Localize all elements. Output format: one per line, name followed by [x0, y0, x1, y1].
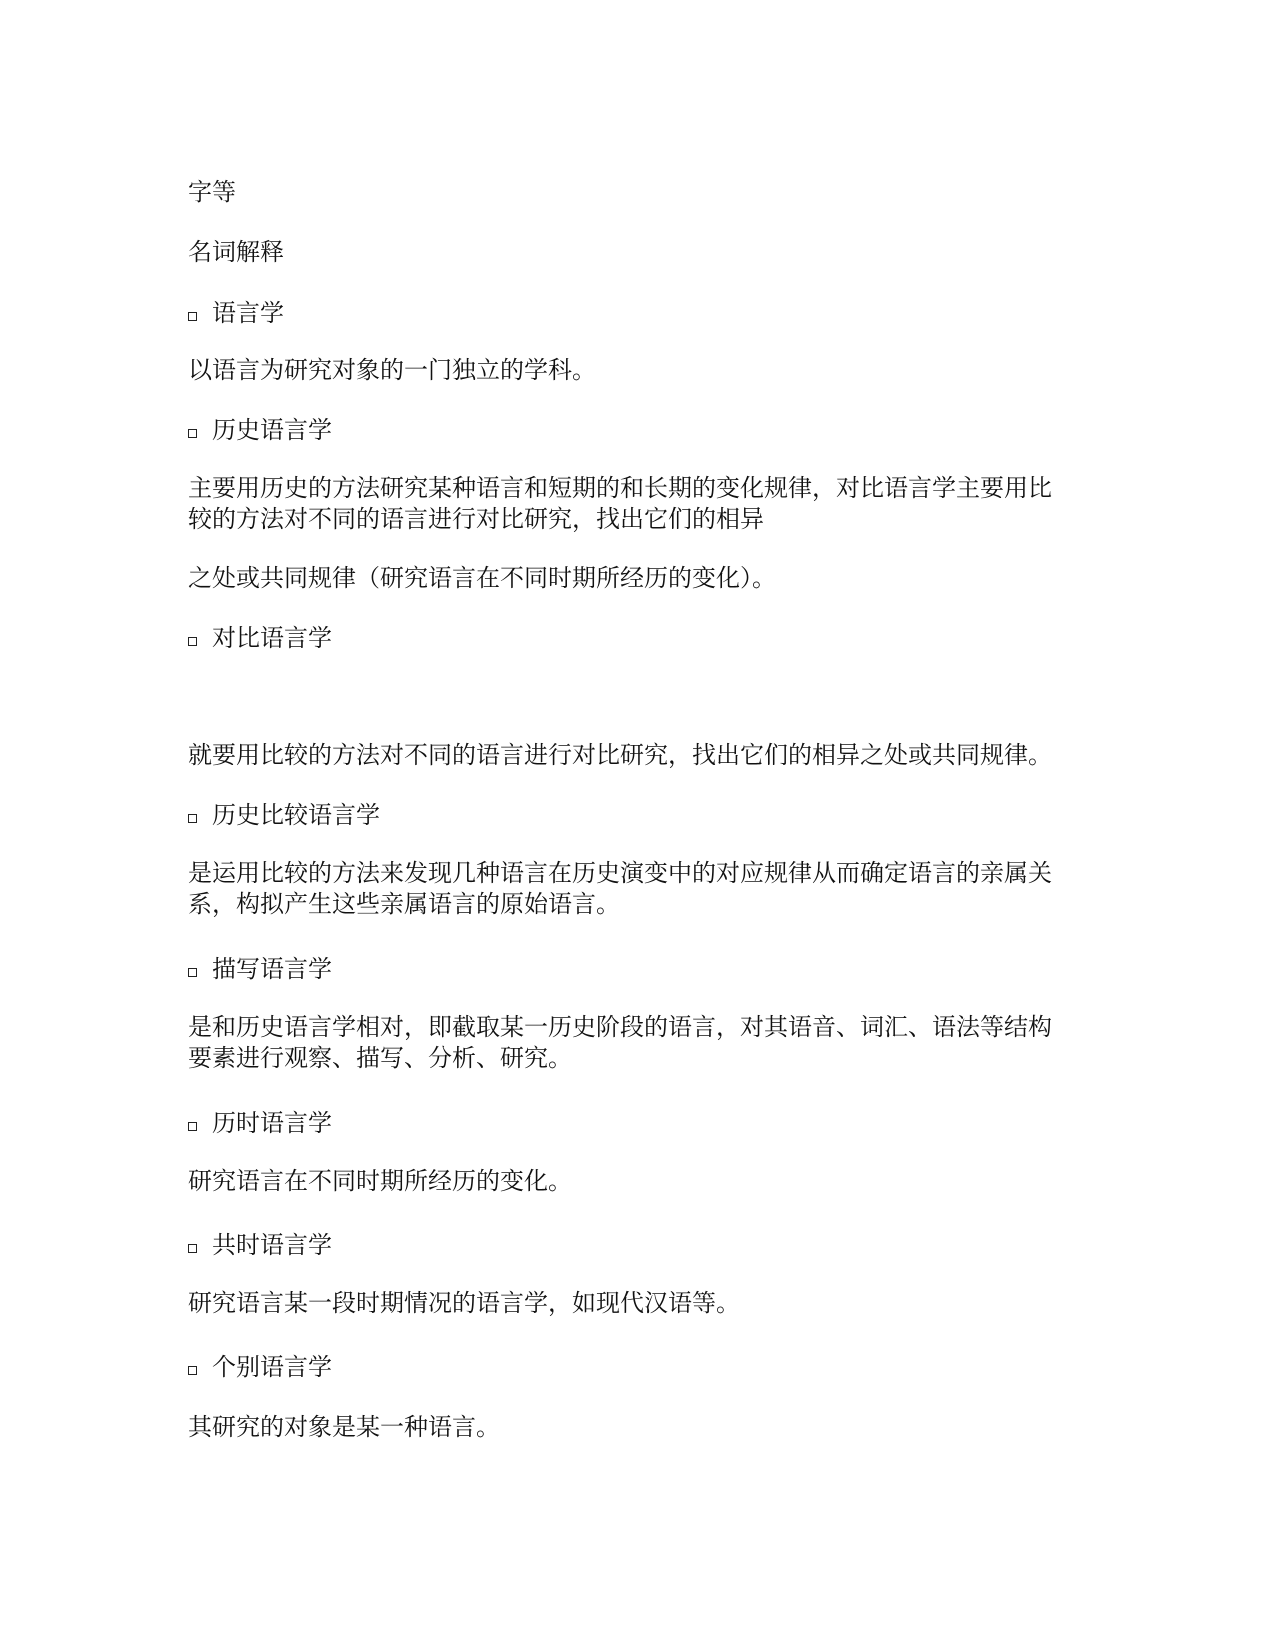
checkbox-bullet-icon	[188, 1244, 197, 1253]
definition-line: 其研究的对象是某一种语言。	[188, 1413, 500, 1441]
definition-line: 是和历史语言学相对，即截取某一历史阶段的语言，对其语音、词汇、语法等结构	[188, 1013, 1052, 1041]
checkbox-bullet-icon	[188, 1122, 197, 1131]
definition-line: 以语言为研究对象的一门独立的学科。	[188, 356, 596, 384]
definition-line: 就要用比较的方法对不同的语言进行对比研究，找出它们的相异之处或共同规律。	[188, 741, 1052, 769]
term-label: 共时语言学	[212, 1231, 332, 1259]
term-item	[188, 1107, 332, 1139]
definition	[188, 1288, 1088, 1319]
definition-line: 主要用历史的方法研究某种语言和短期的和长期的变化规律，对比语言学主要用比	[188, 474, 1052, 502]
checkbox-bullet-icon	[188, 1366, 197, 1375]
term-label: 历时语言学	[212, 1109, 332, 1137]
definition	[188, 858, 1088, 920]
definition-line: 研究语言在不同时期所经历的变化。	[188, 1167, 572, 1195]
term-label: 个别语言学	[212, 1353, 332, 1381]
term-item	[188, 414, 332, 446]
heading-fragment: 字等	[188, 178, 236, 206]
definition	[188, 1012, 1088, 1074]
term-item	[188, 799, 380, 831]
definition-line: 研究语言某一段时期情况的语言学，如现代汉语等。	[188, 1289, 740, 1317]
definition-line: 是运用比较的方法来发现几种语言在历史演变中的对应规律从而确定语言的亲属关	[188, 859, 1052, 887]
definition	[188, 1166, 1088, 1197]
term-item	[188, 953, 332, 985]
term-item	[188, 297, 284, 329]
definition	[188, 740, 1088, 771]
definition-line: 之处或共同规律（研究语言在不同时期所经历的变化）。	[188, 564, 776, 592]
definition-line: 较的方法对不同的语言进行对比研究，找出它们的相异	[188, 505, 764, 533]
definition	[188, 1412, 1088, 1443]
definition-line: 系，构拟产生这些亲属语言的原始语言。	[188, 890, 620, 918]
term-item	[188, 622, 332, 654]
checkbox-bullet-icon	[188, 637, 197, 646]
definition	[188, 355, 1088, 386]
checkbox-bullet-icon	[188, 429, 197, 438]
definition	[188, 473, 1088, 535]
section-title: 名词解释	[188, 238, 284, 266]
term-item	[188, 1229, 332, 1261]
term-label: 历史比较语言学	[212, 801, 380, 829]
term-label: 历史语言学	[212, 416, 332, 444]
checkbox-bullet-icon	[188, 312, 197, 321]
term-label: 语言学	[212, 299, 284, 327]
term-label: 描写语言学	[212, 955, 332, 983]
definition	[188, 563, 1088, 594]
term-item	[188, 1351, 332, 1383]
checkbox-bullet-icon	[188, 814, 197, 823]
definition-line: 要素进行观察、描写、分析、研究。	[188, 1044, 572, 1072]
term-label: 对比语言学	[212, 624, 332, 652]
checkbox-bullet-icon	[188, 968, 197, 977]
